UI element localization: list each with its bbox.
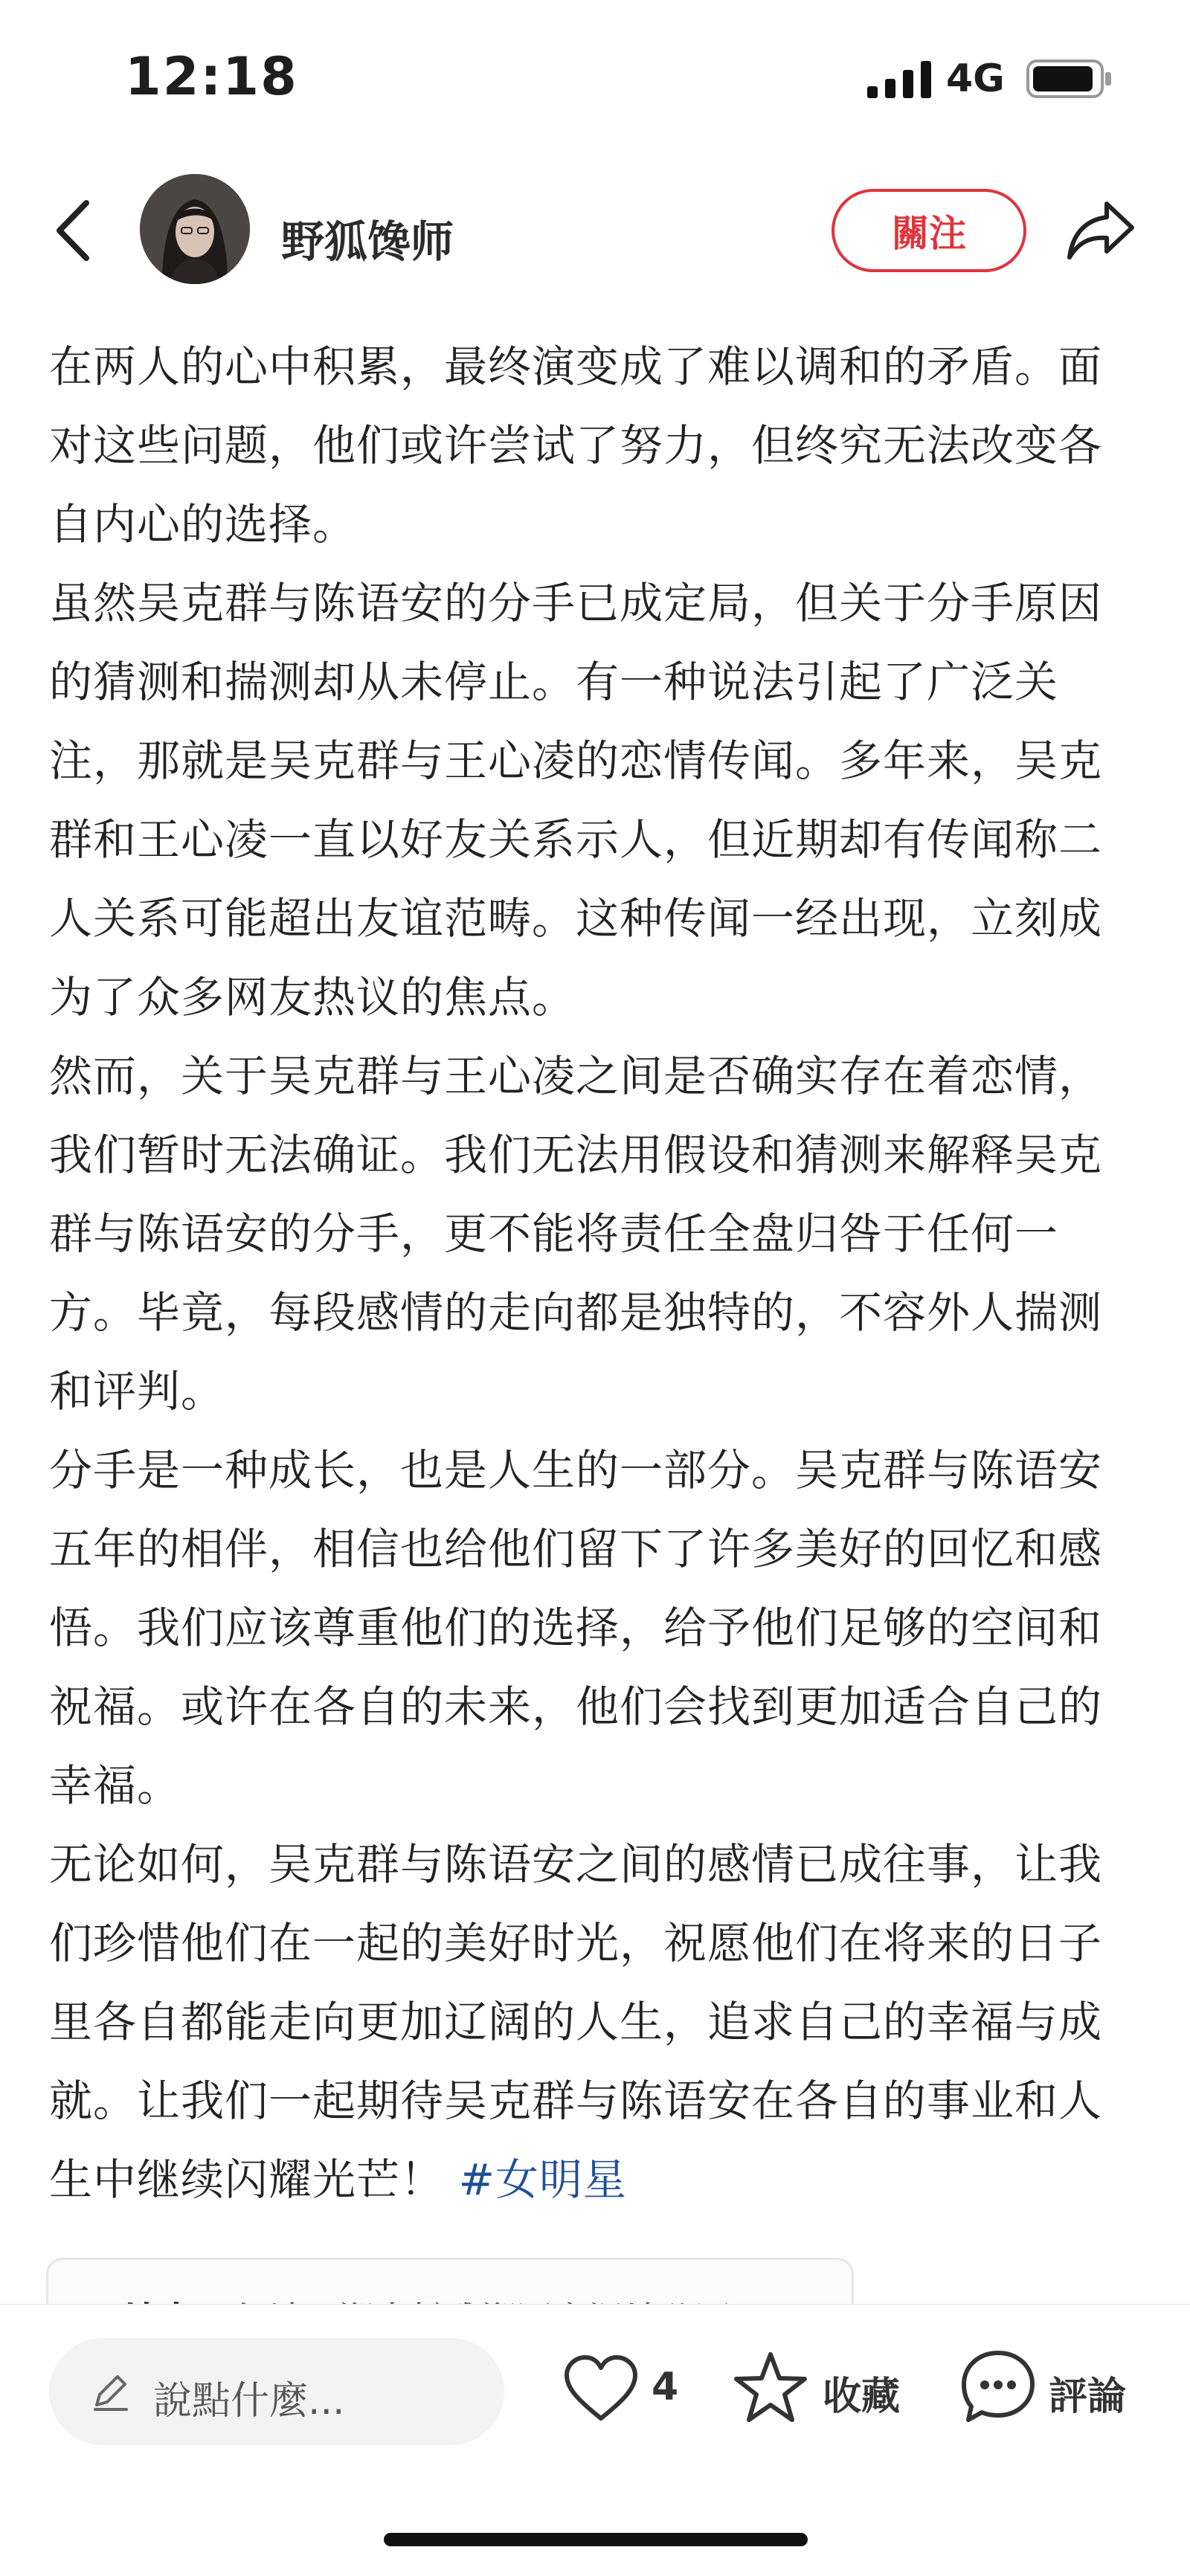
share-icon[interactable] xyxy=(1065,198,1136,262)
paragraph: 分手是一种成长，也是人生的一部分。吴克群与陈语安五年的相伴，相信也给他们留下了许多美好的回忆和感悟。我们应该尊重他们的选择，给予他们足够的空间和祝福。或许在各自的未来，他们会找到更加适合自己的幸福。 xyxy=(49,1445,1103,1811)
follow-button[interactable]: 關注 xyxy=(832,189,1026,272)
comment-bubble-icon[interactable] xyxy=(959,2348,1037,2426)
signal-icon xyxy=(867,61,931,98)
comment-button-label[interactable]: 評論 xyxy=(1049,2374,1127,2419)
pencil-icon xyxy=(89,2371,131,2412)
paragraph: 在两人的心中积累，最终演变成了难以调和的矛盾。面对这些问题，他们或许尝试了努力，但终究无法改变各自内心的选择。 xyxy=(49,341,1103,550)
comment-input[interactable] xyxy=(49,2338,504,2445)
network-type: 4G xyxy=(946,57,1005,101)
home-indicator[interactable] xyxy=(384,2533,808,2546)
avatar-portrait-icon xyxy=(140,174,250,284)
author-name[interactable]: 野狐馋师 xyxy=(281,216,454,267)
collect-button-label[interactable]: 收藏 xyxy=(823,2374,901,2419)
paragraph-with-hashtag xyxy=(49,1825,1135,2219)
paragraph: 虽然吴克群与陈语安的分手已成定局，但关于分手原因的猜测和揣测却从未停止。有一种说法引起了广泛关注，那就是吴克群与王心凌的恋情传闻。多年来，吴克群和王心凌一直以好友关系示人，但近期却有传闻称二人关系可能超出友谊范畴。这种传闻一经出现，立刻成为了众多网友热议的焦点。 xyxy=(49,578,1103,1023)
paragraph-text: 无论如何，吴克群与陈语安之间的感情已成往事，让我们珍惜他们在一起的美好时光，祝愿他们在将来的日子里各自都能走向更加辽阔的人生，追求自己的幸福与成就。让我们一起期待吴克群与陈语安在各自的事业和人生中继续闪耀光芒！ xyxy=(49,1839,1103,2205)
post-header xyxy=(0,171,1190,290)
paragraph: 然而，关于吴克群与王心凌之间是否确实存在着恋情，我们暂时无法确证。我们无法用假设和猜测来解释吴克群与陈语安的分手，更不能将责任全盘归咎于任何一方。毕竟，每段感情的走向都是独特的，不容外人揣测和评判。 xyxy=(49,1051,1103,1417)
hashtag-link[interactable]: #女明星 xyxy=(458,2154,628,2205)
star-icon[interactable] xyxy=(732,2350,809,2424)
avatar[interactable] xyxy=(140,174,250,284)
heart-icon[interactable] xyxy=(562,2353,640,2424)
comment-placeholder: 說點什麼... xyxy=(153,2379,345,2424)
like-count: 4 xyxy=(652,2365,679,2409)
status-bar xyxy=(0,0,1190,156)
back-arrow-icon[interactable] xyxy=(51,197,95,264)
bottom-action-bar xyxy=(0,2304,1190,2576)
post-body xyxy=(49,327,1135,2219)
status-time: 12:18 xyxy=(125,46,298,107)
battery-icon xyxy=(1026,59,1113,98)
